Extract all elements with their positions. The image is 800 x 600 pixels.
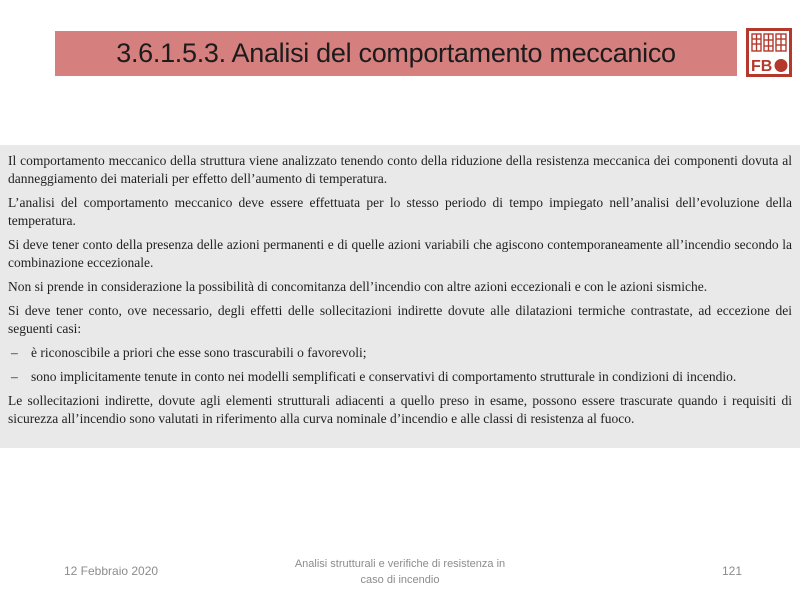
slide-footer <box>0 552 800 592</box>
footer-date: 12 Febbraio 2020 <box>64 564 159 578</box>
bullet-dash: – <box>11 345 18 360</box>
bullet-dash: – <box>11 369 18 384</box>
footer-subtitle-line1: Analisi strutturali e verifiche di resistenza in <box>294 558 506 570</box>
red-seal-stamp-icon <box>746 28 792 77</box>
footer-subtitle <box>270 556 530 588</box>
paragraph: Il comportamento meccanico della struttura viene analizzato tenendo conto della riduzione della resistenza meccanica dei componenti dovuta al danneggiamento dei materiali per effetto dell’aumento di temperatura. <box>8 153 792 186</box>
paragraph: Le sollecitazioni indirette, dovute agli elementi strutturali adiacenti a quello preso in esame, possono essere trascurate quando i requisiti di sicurezza all’incendio sono valutati in riferimento alla curva nominale d’incendio e alle classi di resistenza al fuoco. <box>8 393 792 426</box>
bullet-item <box>8 368 792 386</box>
body-text-panel <box>0 145 800 448</box>
footer-subtitle-line2: caso di incendio <box>360 574 440 586</box>
bullet-text: è riconoscibile a priori che esse sono trascurabili o favorevoli; <box>31 345 367 360</box>
footer-page-number: 121 <box>721 564 742 578</box>
paragraph: Si deve tener conto della presenza delle azioni permanenti e di quelle azioni variabili che agiscono contemporaneamente all’incendio secondo la combinazione eccezionale. <box>8 237 792 270</box>
bullet-item <box>8 344 792 362</box>
paragraph: Si deve tener conto, ove necessario, degli effetti delle sollecitazioni indirette dovute alle dilatazioni termiche contrastate, ad eccezione dei seguenti casi: <box>8 303 792 336</box>
stamp-letters: FB <box>751 58 773 75</box>
paragraph: L’analisi del comportamento meccanico deve essere effettuata per lo stesso periodo di tempo impiegato nell’analisi dell’evoluzione della temperatura. <box>8 195 792 228</box>
seal-stamp-svg <box>746 28 792 77</box>
paragraph: Non si prende in considerazione la possibilità di concomitanza dell’incendio con altre azioni eccezionali e con le azioni sismiche. <box>8 279 708 294</box>
bullet-text: sono implicitamente tenute in conto nei modelli semplificati e conservativi di comportamento strutturale in condizioni di incendio. <box>31 369 737 384</box>
slide-title: 3.6.1.5.3. Analisi del comportamento meccanico <box>116 38 676 68</box>
slide-title-bar <box>55 31 737 76</box>
